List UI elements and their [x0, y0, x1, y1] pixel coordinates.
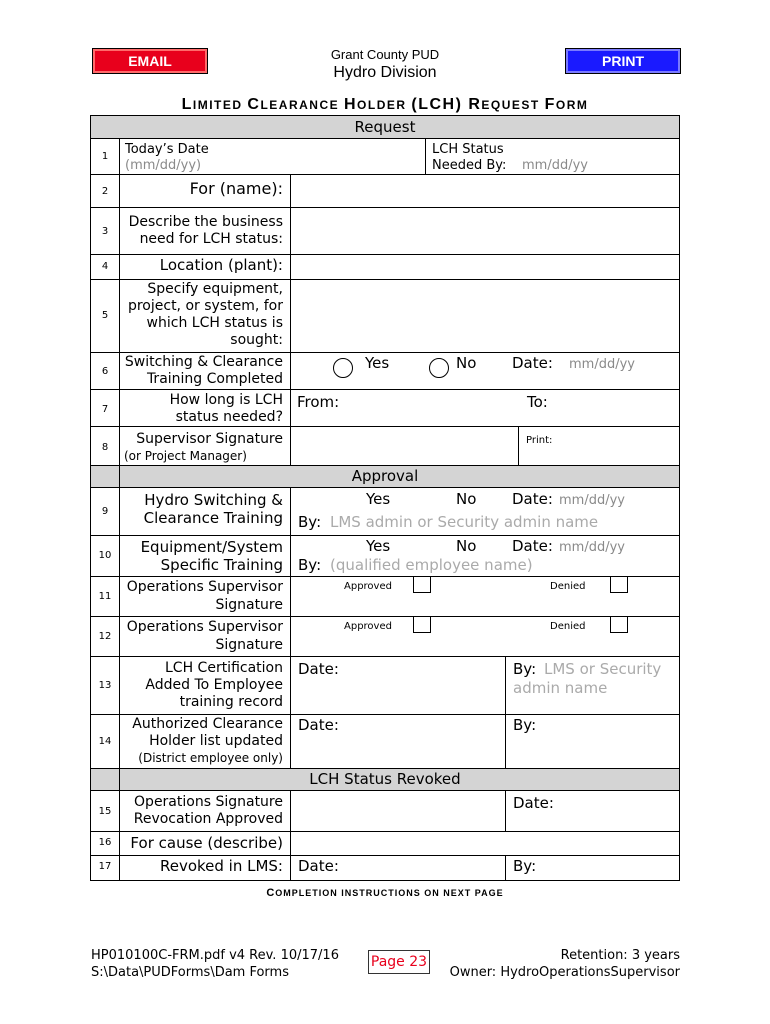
needed-by-label: Needed By:: [432, 158, 507, 173]
form-id: HP010100C-FRM.pdf v4 Rev. 10/17/16: [91, 948, 339, 963]
yes-label: Yes: [366, 490, 391, 508]
auth-holder-label-2: Holder list updated: [149, 733, 283, 749]
denied-label: Denied: [550, 621, 586, 632]
ops-supervisor-label-2: Signature: [215, 597, 283, 613]
for-name-label: For (name):: [189, 179, 283, 198]
by-label: By:: [513, 857, 537, 875]
approved-label: Approved: [344, 581, 392, 592]
equipment-label-4: sought:: [230, 332, 283, 348]
row-number: 13: [98, 680, 112, 691]
email-button[interactable]: EMAIL: [92, 48, 208, 74]
auth-holder-label-3: (District employee only): [138, 751, 283, 765]
form-path: S:\Data\PUDForms\Dam Forms: [91, 965, 289, 980]
todays-date-format: (mm/dd/yy): [125, 158, 202, 173]
equipment-label-3: which LCH status is: [146, 315, 283, 331]
how-long-label-1: How long is LCH: [169, 392, 283, 408]
hydro-by-input[interactable]: LMS admin or Security admin name: [330, 513, 599, 531]
row-number: 5: [101, 310, 109, 321]
switching-label-1: Switching & Clearance: [124, 354, 283, 370]
for-cause-label: For cause (describe): [130, 834, 283, 852]
yes-label: Yes: [366, 537, 391, 555]
yes-radio[interactable]: [333, 358, 353, 378]
by-label: By:: [298, 513, 322, 531]
no-label: No: [456, 354, 477, 372]
equipment-by-input[interactable]: (qualified employee name): [330, 556, 533, 574]
owner: Owner: HydroOperationsSupervisor: [449, 965, 680, 980]
date-label: Date:: [512, 537, 553, 555]
for-name-input[interactable]: [291, 175, 679, 207]
row-number: 12: [98, 631, 112, 642]
training-date-input[interactable]: mm/dd/yy: [569, 357, 635, 372]
row-number: 10: [98, 550, 112, 561]
no-label: No: [456, 537, 477, 555]
date-label: Date:: [513, 794, 554, 812]
lch-cert-label-1: LCH Certification: [165, 660, 283, 676]
section-approval: Approval: [91, 465, 679, 487]
row-number: 17: [98, 861, 112, 872]
form-title: LIMITED CLEARANCE HOLDER (LCH) REQUEST FORM: [181, 96, 589, 113]
hydro-switching-label-2: Clearance Training: [143, 509, 283, 527]
ops-supervisor-label-2: Signature: [215, 637, 283, 653]
row-number: 6: [101, 366, 109, 377]
revocation-label-2: Revocation Approved: [133, 811, 283, 827]
lch-cert-by-input-1[interactable]: LMS or Security: [544, 660, 662, 678]
completion-note: COMPLETION INSTRUCTIONS ON NEXT PAGE: [266, 887, 504, 899]
revocation-label-1: Operations Signature: [134, 794, 283, 810]
row-number: 16: [98, 837, 112, 848]
auth-holder-label-1: Authorized Clearance: [132, 716, 283, 732]
no-label: No: [456, 490, 477, 508]
section-revoked: LCH Status Revoked: [91, 768, 679, 790]
print-label: Print:: [526, 435, 553, 446]
row-number: 7: [101, 404, 109, 415]
row-number: 9: [101, 506, 109, 517]
business-need-label-2: need for LCH status:: [139, 231, 283, 247]
revoked-lms-label: Revoked in LMS:: [159, 857, 283, 875]
from-label: From:: [297, 393, 340, 411]
row-number: 2: [101, 186, 109, 197]
date-label: Date:: [512, 490, 553, 508]
lch-status-label: LCH Status: [432, 142, 504, 157]
equipment-label-2: project, or system, for: [127, 298, 283, 314]
by-label: By:: [513, 716, 537, 734]
approved-checkbox[interactable]: [413, 576, 431, 593]
by-label: By:: [513, 660, 537, 678]
lch-cert-label-2: Added To Employee: [145, 677, 283, 693]
switching-label-2: Training Completed: [146, 371, 283, 387]
retention: Retention: 3 years: [560, 948, 680, 963]
row-number: 3: [101, 226, 109, 237]
equipment-label-1: Specify equipment,: [147, 281, 283, 297]
hydro-date-input[interactable]: mm/dd/yy: [559, 493, 625, 508]
by-label: By:: [298, 556, 322, 574]
ops-supervisor-label-1: Operations Supervisor: [126, 579, 283, 595]
row-number: 11: [98, 591, 112, 602]
org-name: Grant County PUD: [330, 47, 440, 62]
no-radio[interactable]: [429, 358, 449, 378]
row-number: 8: [101, 442, 109, 453]
row-number: 4: [101, 261, 109, 272]
how-long-label-2: status needed?: [175, 409, 283, 425]
division-name: Hydro Division: [333, 64, 437, 81]
section-request: Request: [91, 116, 679, 138]
to-label: To:: [527, 393, 548, 411]
hydro-switching-label-1: Hydro Switching &: [144, 491, 283, 509]
row-number: 1: [101, 151, 109, 162]
needed-by-input[interactable]: mm/dd/yy: [522, 158, 588, 173]
lch-cert-label-3: training record: [179, 694, 283, 710]
location-label: Location (plant):: [159, 256, 283, 274]
date-label: Date:: [298, 716, 339, 734]
approved-checkbox[interactable]: [413, 616, 431, 633]
denied-checkbox[interactable]: [610, 616, 628, 633]
business-need-label-1: Describe the business: [128, 214, 283, 230]
date-label: Date:: [298, 660, 339, 678]
yes-label: Yes: [365, 354, 390, 372]
page-number: Page 23: [368, 950, 430, 974]
row-number: 15: [98, 806, 112, 817]
approved-label: Approved: [344, 621, 392, 632]
equipment-input[interactable]: [291, 280, 679, 352]
for-cause-input[interactable]: [291, 832, 679, 855]
project-manager-label: (or Project Manager): [124, 449, 247, 463]
lch-cert-by-input-2[interactable]: admin name: [513, 679, 608, 697]
location-input[interactable]: [291, 255, 679, 279]
todays-date-label: Today’s Date: [125, 142, 209, 157]
equipment-date-input[interactable]: mm/dd/yy: [559, 540, 625, 555]
denied-label: Denied: [550, 581, 586, 592]
equipment-training-label-2: Specific Training: [160, 556, 283, 574]
denied-checkbox[interactable]: [610, 576, 628, 593]
business-need-input[interactable]: [291, 208, 679, 254]
equipment-training-label-1: Equipment/System: [140, 538, 283, 556]
print-button[interactable]: PRINT: [565, 48, 681, 74]
supervisor-signature-label: Supervisor Signature: [136, 431, 283, 447]
date-label: Date:: [512, 354, 553, 372]
date-label: Date:: [298, 857, 339, 875]
ops-supervisor-label-1: Operations Supervisor: [126, 619, 283, 635]
row-number: 14: [98, 736, 112, 747]
